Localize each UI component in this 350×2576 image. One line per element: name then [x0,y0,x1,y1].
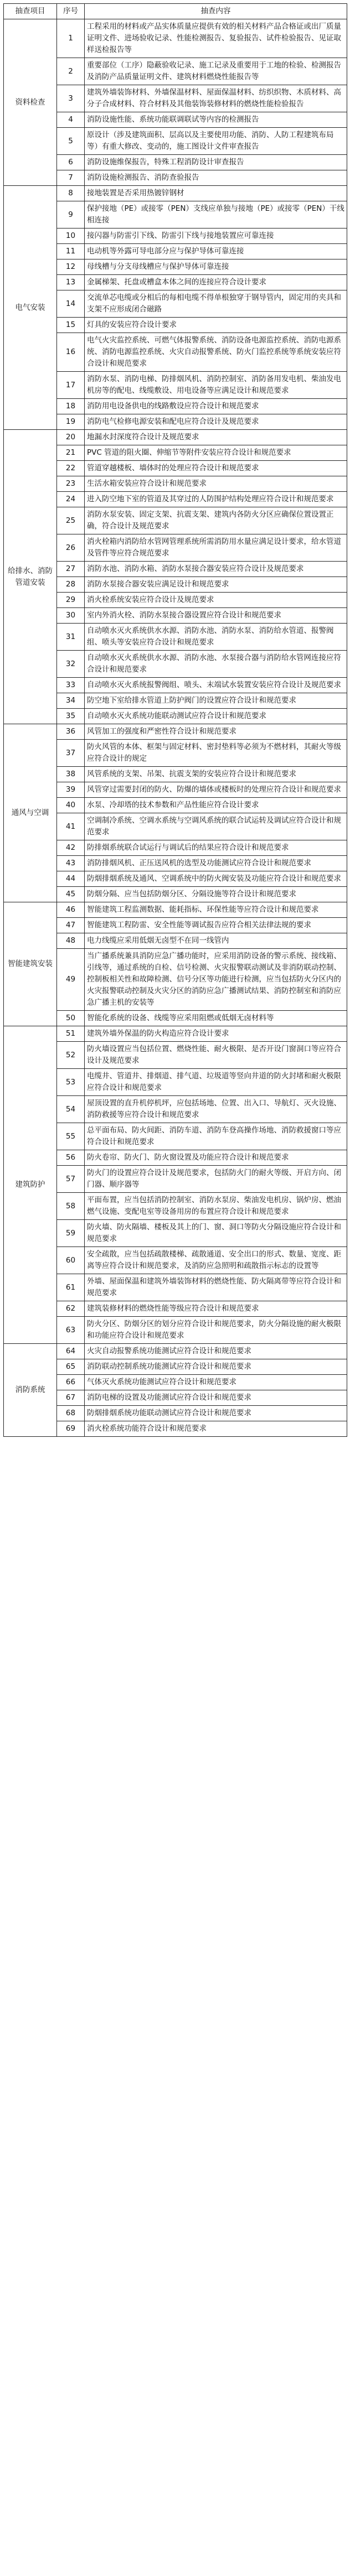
content-cell: 消防联动控制系统功能测试应符合设计和规范要求 [85,1359,347,1375]
content-cell: 消防水泵安装、固定支架、抗震支架、建筑内各防火分区应确保位置设置正确，符合设计及规范要求 [85,507,347,534]
number-cell: 3 [57,85,85,112]
content-cell: 金属梯架、托盘或槽盒本体之间的连接应符合设计要求 [85,275,347,290]
number-cell: 36 [57,724,85,740]
content-cell: 保护接地（PE）或接零（PEN）支线应单独与接地（PE）或接零（PEN）干线相连接 [85,201,347,228]
content-cell: 消防设施检测报告、消防查验报告 [85,170,347,186]
content-cell: 地漏水封深度符合设计及规范要求 [85,430,347,445]
number-cell: 68 [57,1406,85,1421]
number-cell: 4 [57,112,85,128]
content-cell: 风管加工的强度和严密性符合设计和规范要求 [85,724,347,740]
number-cell: 61 [57,1274,85,1301]
content-cell: 智能建筑工程防雷、安全性能等调试报告应符合相关法律法规的要求 [85,918,347,933]
content-cell: 防烟排烟系统功能联动测试应符合设计和规范要求 [85,1406,347,1421]
content-cell: 外墙、屋面保温和建筑外墙装饰材料的燃烧性能、防火隔离带等应符合设计和规范要求 [85,1274,347,1301]
number-cell: 35 [57,709,85,724]
content-cell: 消防排烟风机、正压送风机的选型及功能测试应符合设计和规范要求 [85,856,347,871]
number-cell: 39 [57,782,85,798]
content-cell: 自动喷水灭火系统供水水源、消防水池、水泵接合器与消防给水管网连接应符合设计和规范要求 [85,651,347,678]
number-cell: 56 [57,1150,85,1166]
header-row [4,4,347,19]
content-cell: 消防电气检修电源安装和配电应符合设计及规范要求 [85,414,347,430]
content-cell: 母线槽与分支母线槽应与保护导体可靠连接 [85,259,347,275]
content-cell: 防烟排烟系统及通风、空调系统中的防火阀安装及功能应符合设计和规范要求 [85,871,347,887]
number-cell: 5 [57,128,85,155]
content-cell: PVC 管道的阻火圈、伸缩节等附件安装应符合设计和规范要求 [85,445,347,461]
number-cell: 13 [57,275,85,290]
number-cell: 59 [57,1220,85,1247]
number-cell: 53 [57,1069,85,1096]
number-cell: 19 [57,414,85,430]
category-cell: 电气安装 [4,186,57,430]
number-cell: 23 [57,476,85,492]
content-cell: 建筑外墙外保温的防火构造应符合设计要求 [85,1026,347,1042]
category-cell: 给排水、消防管道安装 [4,430,57,724]
number-cell: 28 [57,577,85,593]
number-cell: 38 [57,767,85,782]
content-cell: 管道穿越楼板、墙体时的处理应符合设计和规范要求 [85,461,347,476]
number-cell: 66 [57,1375,85,1390]
content-cell: 消火栓箱内消防给水管网管理系统所需消防用水量应满足设计要求，给水管道及管件等应符合规范要求 [85,534,347,562]
number-cell: 11 [57,244,85,259]
header-category: 抽查项目 [4,4,57,19]
header-number: 序号 [57,4,85,19]
content-cell: 风管穿过需要封闭的防火、防爆的墙体或楼板时的处理应符合设计和规范要求 [85,782,347,798]
number-cell: 49 [57,949,85,1011]
number-cell: 21 [57,445,85,461]
number-cell: 2 [57,58,85,85]
content-cell: 自动喷水灭火系统供水水源、消防水池、消防水泵、消防给水管道、报警阀组、喷头等安装应符合设计和规范要求 [85,624,347,651]
table-row [4,430,347,445]
content-cell: 消火栓系统安装应符合设计及规范要求 [85,593,347,608]
content-cell: 防火卷帘、防火门、防火窗设置及功能应符合设计和规范要求 [85,1150,347,1166]
number-cell: 51 [57,1026,85,1042]
content-cell: 屋顶设置的直升机停机坪，应包括场地、位置、出入口、导航灯、灭火设施、消防救援等应符合设计和规范要求 [85,1096,347,1123]
number-cell: 64 [57,1344,85,1359]
number-cell: 44 [57,871,85,887]
content-cell: 防排烟系统联合试运行与调试后的结果应符合设计和规范要求 [85,840,347,856]
number-cell: 55 [57,1123,85,1150]
number-cell: 54 [57,1096,85,1123]
content-cell: 自动喷水灭火系统功能联动测试应符合设计和规范要求 [85,709,347,724]
table-row [4,1344,347,1359]
content-cell: 电力线缆应采用低烟无卤型不在同一线管内 [85,933,347,949]
content-cell: 防火分区、防烟分区的划分应符合设计和规范要求，防火分隔设施的耐火极限和功能应符合设计和规范要求 [85,1317,347,1344]
content-cell: 消防设施性能、系统功能联调联试等内容的检测报告 [85,112,347,128]
number-cell: 24 [57,492,85,507]
content-cell: 防火墙、防火隔墙、楼板及其上的门、窗、洞口等防火分隔设施应符合设计和规范要求 [85,1220,347,1247]
table-body [4,19,347,1437]
number-cell: 6 [57,155,85,170]
content-cell: 气体灭火系统功能测试应符合设计和规范要求 [85,1375,347,1390]
table-row [4,724,347,740]
category-cell: 资料检查 [4,19,57,186]
table-row [4,19,347,58]
content-cell: 防火墙设置应当包括位置、燃烧性能、耐火极限、是否开设门窗洞口等应符合设计及规范要求 [85,1042,347,1069]
content-cell: 火灾自动报警系统功能测试应符合设计和规范要求 [85,1344,347,1359]
content-cell: 水泵、冷却塔的技术参数和产品性能应符合设计要求 [85,798,347,813]
number-cell: 1 [57,19,85,58]
number-cell: 22 [57,461,85,476]
number-cell: 18 [57,399,85,414]
number-cell: 60 [57,1247,85,1274]
number-cell: 31 [57,624,85,651]
number-cell: 10 [57,228,85,244]
content-cell: 电气火灾监控系统、可燃气体报警系统、消防设备电源监控系统、消防电源系统、消防电源监控系统、火灾自动报警系统、防火门监控系统等系统安装应符合设计和规范要求 [85,333,347,372]
number-cell: 69 [57,1421,85,1437]
number-cell: 14 [57,290,85,318]
number-cell: 46 [57,902,85,918]
number-cell: 37 [57,740,85,767]
content-cell: 消防水泵、消防电梯、防排烟风机、消防控制室、消防备用发电机、柴油发电机房等的配电、线缆敷设、用电设备等应满足设计和规范要求 [85,372,347,399]
content-cell: 室内外消火栓、消防水泵接合器设置应符合设计和规范要求 [85,608,347,624]
table-row [4,1026,347,1042]
content-cell: 接地装置是否采用热镀锌钢材 [85,186,347,201]
number-cell: 48 [57,933,85,949]
content-cell: 风管系统的支架、吊架、抗震支架的安装应符合设计和规范要求 [85,767,347,782]
number-cell: 58 [57,1193,85,1220]
category-cell: 通风与空调 [4,724,57,902]
number-cell: 15 [57,318,85,333]
table-row [4,186,347,201]
content-cell: 工程采用的材料或产品实体质量应提供有效的相关材料产品合格证或出厂质量证明文件、进场验收记录、性能检测报告、复验报告、试件检验报告、见证取样送检报告等 [85,19,347,58]
content-cell: 接闪器与防雷引下线、防雷引下线与接地装置应可靠连接 [85,228,347,244]
header-content: 抽查内容 [85,4,347,19]
content-cell: 进入防空地下室的管道及其穿过的人防围护结构处理应符合设计和规范要求 [85,492,347,507]
content-cell: 交流单芯电缆或分相后的每相电缆不得单根独穿于钢导管内，固定用的夹具和支架不应形成闭合磁路 [85,290,347,318]
content-cell: 消防水池、消防水箱、消防水泵接合器安装应符合设计及规范要求 [85,562,347,577]
content-cell: 建筑装修材料的燃烧性能等级应符合设计和规范要求 [85,1301,347,1317]
number-cell: 7 [57,170,85,186]
content-cell: 当广播系统兼具消防应急广播功能时，应采用消防设备的警示系统、接线箱、引线等，通过系统的自检、信号检测、火灾报警联动测试及非消防联动控制、控制板相关性和故障检测、信号分区等功能进行检测，应当包括防火分区内的火灾报警联动控制及火灾分区的消防应急广播测试结果、消防控制室和消防应急广播主机的安装等 [85,949,347,1011]
number-cell: 67 [57,1390,85,1406]
content-cell: 电动机等外露可导电部分应与保护导体可靠连接 [85,244,347,259]
content-cell: 原设计（涉及建筑面积、层高以及主要使用功能、消防、人防工程建筑布局等）有重大修改、变动的，施工图设计文件审查报告 [85,128,347,155]
content-cell: 消防设施维保报告，特殊工程消防设计审查报告 [85,155,347,170]
content-cell: 生活水箱安装应符合设计和规范要求 [85,476,347,492]
number-cell: 50 [57,1011,85,1026]
number-cell: 57 [57,1166,85,1193]
number-cell: 47 [57,918,85,933]
number-cell: 43 [57,856,85,871]
number-cell: 30 [57,608,85,624]
number-cell: 40 [57,798,85,813]
content-cell: 消防电梯的设置及功能测试应符合设计和规范要求 [85,1390,347,1406]
category-cell: 消防系统 [4,1344,57,1437]
content-cell: 防火门的设置应符合设计及规范要求，包括防火门的耐火等级、开启方向、闭门器、顺序器等 [85,1166,347,1193]
number-cell: 65 [57,1359,85,1375]
number-cell: 20 [57,430,85,445]
inspection-checklist-table [3,3,347,1437]
content-cell: 消防用电设备供电的线路敷设应符合设计和规范要求 [85,399,347,414]
content-cell: 电缆井、管道井、排烟道、排气道、垃圾道等竖向井道的防火封堵和耐火极限应符合设计和规范要求 [85,1069,347,1096]
content-cell: 自动喷水灭火系统报警阀组、喷头、末端试水装置安装应符合设计及规范要求 [85,678,347,693]
content-cell: 平面布置，应当包括消防控制室、消防水泵房、柴油发电机房、锅炉房、燃油燃气设施、变配电室等设备用房的布置应符合设计和规范要求 [85,1193,347,1220]
number-cell: 26 [57,534,85,562]
number-cell: 63 [57,1317,85,1344]
category-cell: 建筑防护 [4,1026,57,1344]
number-cell: 9 [57,201,85,228]
content-cell: 防烟分隔、应当包括防烟分区、分隔设施等符合设计和规范要求 [85,887,347,902]
content-cell: 智能化系统的设备、线缆等应采用阻燃或低烟无卤材料等 [85,1011,347,1026]
number-cell: 25 [57,507,85,534]
number-cell: 32 [57,651,85,678]
number-cell: 17 [57,372,85,399]
number-cell: 8 [57,186,85,201]
content-cell: 建筑外墙装饰材料、外墙保温材料、屋面保温材料、纺织织物、木质材料、高分子合成材料、符合材料及其他装饰装修材料的燃烧性能检验报告 [85,85,347,112]
number-cell: 12 [57,259,85,275]
content-cell: 防空地下室给排水管道上防护阀门的设置应符合设计和规范要求 [85,693,347,709]
number-cell: 45 [57,887,85,902]
number-cell: 33 [57,678,85,693]
number-cell: 62 [57,1301,85,1317]
content-cell: 总平面布局、防火间距、消防车道、消防车登高操作场地、消防救援窗口等应符合设计和规范要求 [85,1123,347,1150]
number-cell: 41 [57,813,85,840]
number-cell: 27 [57,562,85,577]
content-cell: 智能建筑工程监测数据、能耗指标、环保性能等应符合设计和规范要求 [85,902,347,918]
content-cell: 重要部位（工序）隐蔽验收记录、施工记录及重要用于工地的检验、检测报告及消防产品质量证明文件、建筑材料燃烧性能报告等 [85,58,347,85]
number-cell: 29 [57,593,85,608]
content-cell: 消防水泵接合器安装应满足设计和规范要求 [85,577,347,593]
table-row [4,902,347,918]
content-cell: 灯具的安装应符合设计要求 [85,318,347,333]
content-cell: 空调制冷系统、空调水系统与空调风系统的联合试运转及调试应符合设计和规范要求 [85,813,347,840]
number-cell: 16 [57,333,85,372]
number-cell: 52 [57,1042,85,1069]
number-cell: 42 [57,840,85,856]
category-cell: 智能建筑安装 [4,902,57,1026]
content-cell: 消火栓系统功能符合设计和规范要求 [85,1421,347,1437]
content-cell: 安全疏散，应当包括疏散楼梯、疏散通道、安全出口的形式、数量、宽度、距离等应符合设计和规范要求，及消防应急照明和疏散指示标志的设置等 [85,1247,347,1274]
content-cell: 防火风管的本体、框架与固定材料、密封垫料等必须为不燃材料，其耐火等级应符合设计的规定 [85,740,347,767]
number-cell: 34 [57,693,85,709]
